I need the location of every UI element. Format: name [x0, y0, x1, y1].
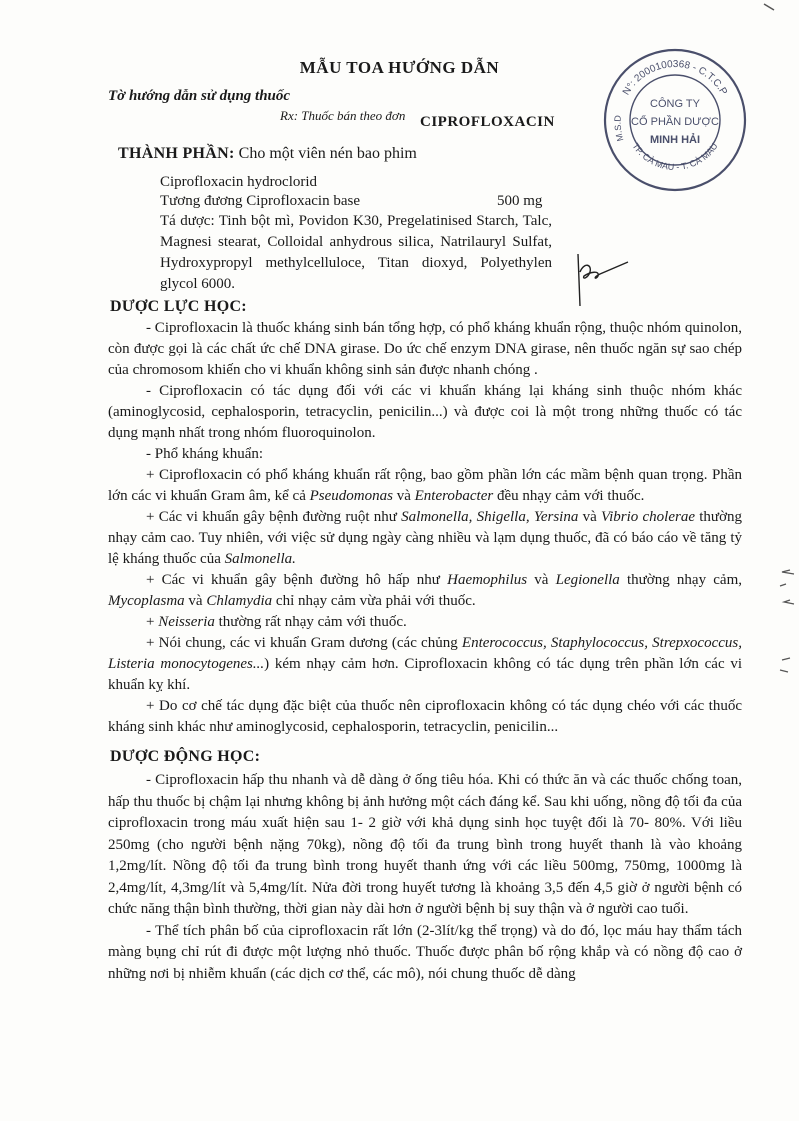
signature-mark	[570, 250, 640, 310]
pd-paragraph-5: + Các vi khuẩn gây bệnh đường ruột như Salmonella, Shigella, Yersina và Vibrio cholerae thường nhạy cảm cao. Tuy nhiên, với việc sử dụng ngày càng nhiều và lạm dụng thuốc, đã có báo cáo về tăng tỷ lệ kháng thuốc của Salmonella.	[108, 509, 742, 567]
stamp-number: N°: 2000100368 - C.T.C.P	[620, 58, 730, 98]
pd-paragraph-9: + Do cơ chế tác dụng đặc biệt của thuốc nên ciprofloxacin không có tác dụng chéo với các thuốc kháng sinh khác như aminoglycosid, cephalosporin, tetracyclin, penicilin...	[108, 698, 742, 735]
document-title: MẪU TOA HƯỚNG DẪN	[299, 58, 500, 77]
pk-paragraph-2: - Thể tích phân bố của ciprofloxacin rất lớn (2-3lít/kg thể trọng) và do đó, lọc máu hay thẩm tách màng bụng chỉ rút đi được một lượng nhỏ thuốc. Thuốc được phân bố rộng khắp và có nồng độ cao ở những nơi bị nhiễm khuẩn (các dịch cơ thể, các mô), nói chung thuốc dễ dàng	[108, 922, 742, 982]
stamp-line3: MINH HẢI	[649, 134, 701, 146]
pd-paragraph-4: + Ciprofloxacin có phổ kháng khuẩn rất rộng, bao gồm phần lớn các mầm bệnh quan trọng. Phần lớn các vi khuẩn Gram âm, kể cả Pseudomonas và Enterobacter đều nhạy cảm với thuốc.	[108, 467, 742, 504]
pd-paragraph-6: + Các vi khuẩn gây bệnh đường hô hấp như Haemophilus và Legionella thường nhạy cảm, Mycoplasma và Chlamydia chỉ nhạy cảm vừa phải với thuốc.	[108, 572, 742, 609]
pharmacokinetics-body	[108, 770, 742, 985]
pd-paragraph-3: - Phổ kháng khuẩn:	[146, 446, 264, 462]
pharmacokinetics-heading: DƯỢC ĐỘNG HỌC:	[110, 748, 261, 765]
stamp-line1: CÔNG TY	[650, 98, 700, 110]
company-stamp	[600, 45, 750, 195]
composition-item2: Tương đương Ciprofloxacin base	[160, 193, 361, 209]
composition-heading: THÀNH PHẦN:	[118, 145, 235, 162]
stamp-line2: CỔ PHẦN DƯỢC	[631, 116, 719, 128]
stamp-bottom-text: TP. CÀ MAU - T. CÀ MAU	[630, 141, 720, 173]
composition-intro: Cho một viên nén bao phim	[238, 145, 417, 162]
composition-excipients	[160, 211, 552, 295]
composition-dose: 500 mg	[497, 193, 543, 209]
pd-paragraph-1: - Ciprofloxacin là thuốc kháng sinh bán tổng hợp, có phổ kháng khuẩn rộng, thuộc nhóm quinolon, còn được gọi là các chất ức chế DNA girase. Do ức chế enzym DNA girase, nên thuốc ngăn sự sao chép của chromosom khiến cho vi khuẩn không sinh sản được nhanh chóng .	[108, 320, 742, 378]
pharmacodynamics-body	[108, 318, 742, 738]
pk-paragraph-1: - Ciprofloxacin hấp thu nhanh và dễ dàng ở ống tiêu hóa. Khi có thức ăn và các thuốc chống toan, hấp thu thuốc bị chậm lại nhưng không bị ảnh hưởng một cách đáng kể. Sau khi uống, nồng độ tối đa của ciprofloxacin trong máu xuất hiện sau 1- 2 giờ với khả dụng sinh học tuyệt đối là 70- 80%. Với liều 250mg (cho người bệnh nặng 70kg), nồng độ tối đa trung bình trong huyết thanh là vào khoảng 1,2mg/lít. Nồng độ tối đa trung bình trong huyết thanh ứng với các liều 500mg, 750mg, 1000mg là 2,4mg/lít, 4,3mg/lít và 5,4mg/lít. Nửa đời trong huyết tương là khoảng 3,5 đến 4,5 giờ ở người bệnh có chức năng thận bình thường, thời gian này dài hơn ở người bệnh bị suy thận và ở người cao tuổi.	[108, 772, 742, 917]
corner-mark	[760, 0, 799, 30]
pd-paragraph-8: + Nói chung, các vi khuẩn Gram dương (các chủng Enterococcus, Staphylococcus, Strepxococcus, Listeria monocytogenes...) kém nhạy cảm hơn. Ciprofloxacin không có tác dụng trên phần lớn các vi khuẩn kỵ khí.	[108, 635, 742, 693]
rx-note: Rx: Thuốc bán theo đơn	[280, 108, 406, 123]
pd-paragraph-7: + Neisseria thường rất nhạy cảm với thuốc.	[146, 614, 407, 630]
pharmacodynamics-heading: DƯỢC LỰC HỌC:	[110, 298, 247, 315]
drug-name: CIPROFLOXACIN	[420, 114, 555, 130]
composition-item1: Ciprofloxacin hydroclorid	[160, 174, 318, 190]
stamp-left-text: M.S.D	[612, 114, 626, 143]
pd-paragraph-2: - Ciprofloxacin có tác dụng đối với các vi khuẩn kháng lại kháng sinh thuộc nhóm khác (aminoglycosid, cephalosporin, tetracyclin, penicilin...) và được coi là một trong những thuốc có tác dụng mạnh nhất trong nhóm fluoroquinolon.	[108, 383, 742, 441]
excipients-text: Tá dược: Tinh bột mì, Povidon K30, Pregelatinised Starch, Talc, Magnesi stearat, Colloidal anhydrous silica, Natrilauryl Sulfat, Hydroxypropyl methylcelluloce, Titan dioxyd, Polyethylen glycol 6000.	[160, 213, 552, 292]
page-edge-mark	[760, 560, 799, 700]
leaflet-subtitle: Tờ hướng dẫn sử dụng thuốc	[108, 88, 291, 104]
composition-line	[118, 145, 417, 163]
